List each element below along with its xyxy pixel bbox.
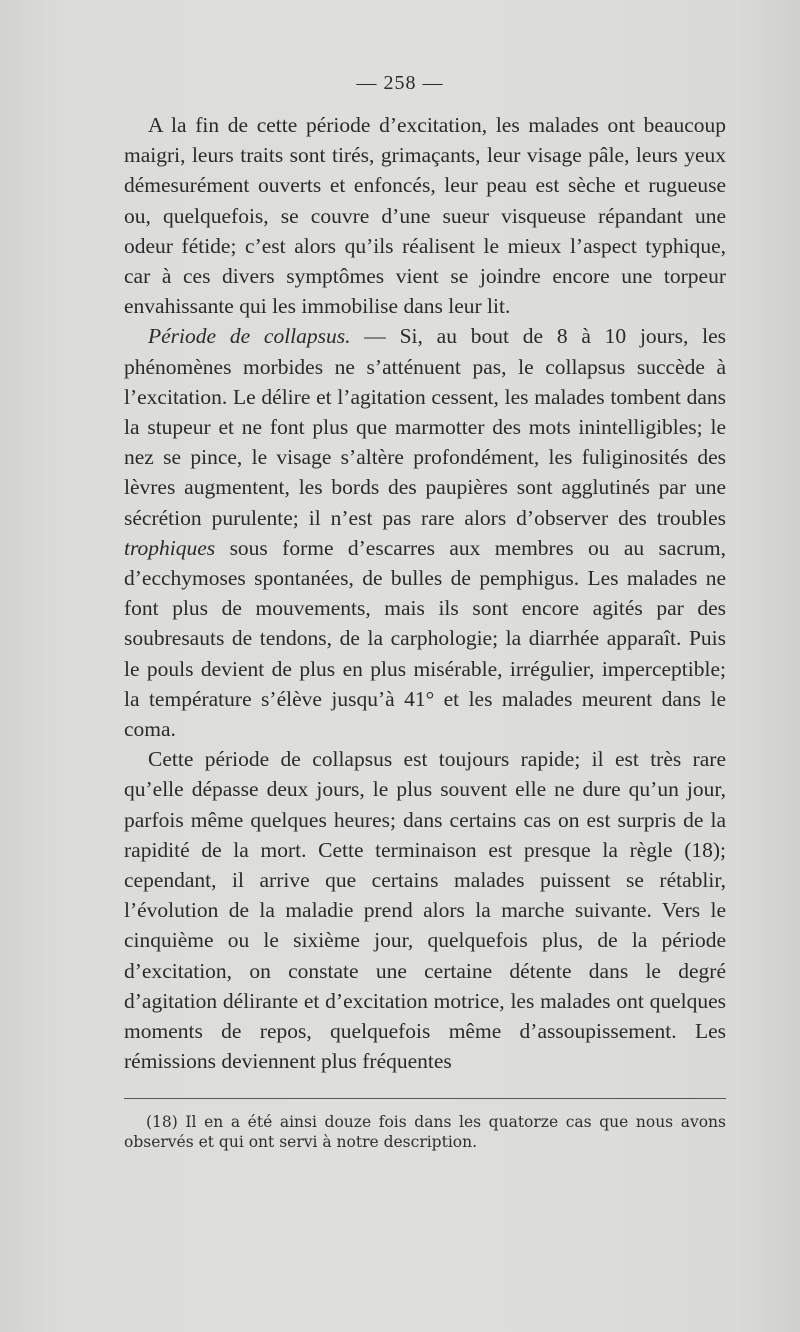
footnote-divider	[124, 1098, 726, 1099]
paragraph-collapsus-duration: Cette période de collapsus est toujours rapide; il est très rare qu’elle dépasse deux jours, le plus souvent elle ne dure qu’un jour, parfois même quelques heures; dans certains cas on est surpris de la rapidité de la mort. Cette terminaison est presque la règle (18); cependant, il arrive que certains malades puissent se rétablir, l’évolution de la maladie prend alors la marche suivante. Vers le cinquième ou le sixième jour, quelquefois plus, de la période d’excitation, on constate une certaine détente dans le degré d’agitation délirante et d’excitation motrice, les malades ont quelques moments de repos, quelquefois même d’assoupissement. Les rémissions deviennent plus fréquentes	[124, 747, 726, 1074]
italic-term-trophiques: trophiques	[124, 535, 216, 560]
paragraph-collapsus-text-1: — Si, au bout de 8 à 10 jours, les phénomènes morbides ne s’atténuent pas, le collapsus succède à l’excitation. Le délire et l’agitation cessent, les malades tombent dans la stupeur et ne font plus que marmotter des mots inintelligibles; le nez se pince, le visage s’altère profondément, les fuliginosités des lèvres augmentent, les bords des paupières sont agglutinés par une sécrétion purulente; il n’est pas rare alors d’observer des troubles	[124, 324, 726, 530]
page-number: — 258 —	[356, 72, 444, 94]
section-heading-collapsus: Période de collapsus.	[148, 324, 351, 349]
paragraph-collapsus-text-2: sous forme d’escarres aux membres ou au sacrum, d’ecchymoses spontanées, de bulles de pemphigus. Les malades ne font plus de mouvements, mais ils sont encore agités par des soubresauts de tendons, de la carphologie; la diarrhée apparaît. Puis le pouls devient de plus en plus misérable, irrégulier, imperceptible; la température s’élève jusqu’à 41° et les malades meurent dans le coma.	[124, 535, 726, 742]
paragraph-collapsus	[124, 321, 726, 744]
footnote: (18) Il en a été ainsi douze fois dans les quatorze cas que nous avons observés et qui ont servi à notre description.	[124, 1113, 726, 1151]
main-text	[124, 110, 726, 1077]
paragraph-excitation-end: A la fin de cette période d’excitation, les malades ont beaucoup maigri, leurs traits sont tirés, grimaçants, leur visage pâle, leurs yeux démesurément ouverts et enfoncés, leur peau est sèche et rugueuse ou, quelquefois, se couvre d’une sueur visqueuse répandant une odeur fétide; c’est alors qu’ils réalisent le mieux l’aspect typhique, car à ces divers symptômes vient se joindre encore une torpeur envahissante qui les immobilise dans leur lit.	[124, 113, 726, 319]
